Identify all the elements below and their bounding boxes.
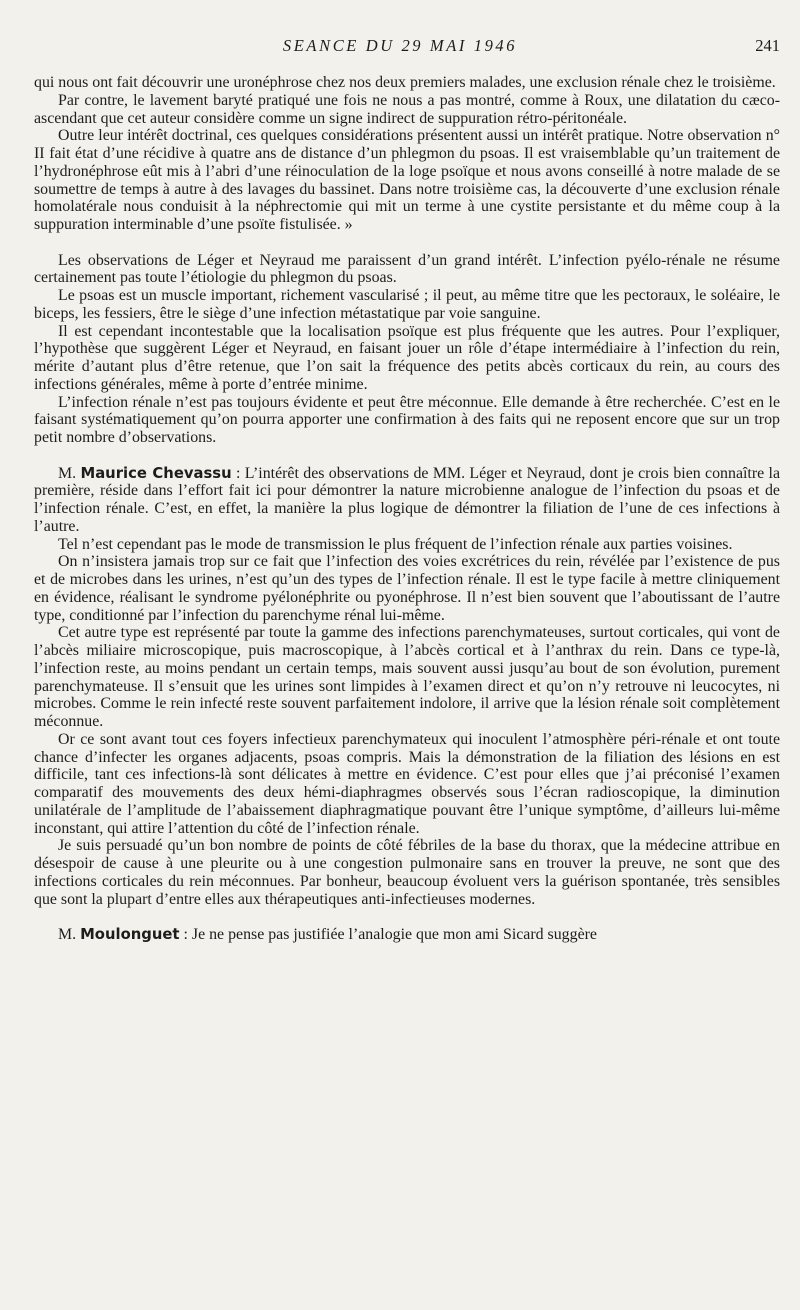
speaker-paragraph-moulonguet <box>34 926 780 944</box>
speaker-text: : L’intérêt des observations de MM. Léger et Neyraud, dont je crois bien connaître la première, réside dans l’effort fait ici pour démontrer la nature microbienne analogue de l’infection du psoas et de l’infection rénale. C’est, en effet, la manière la plus logique de démontrer la filiation de l’une de ces infections à l’autre. <box>34 464 780 535</box>
page-number: 241 <box>755 36 780 55</box>
paragraph: On n’insistera jamais trop sur ce fait que l’infection des voies excrétrices du rein, révélée par l’existence de pus et de microbes dans les urines, n’est qu’un des types de l’infection rénale. Il est le type facile à mettre cliniquement en évidence, réalisant le syndrome pyélonéphrite ou pyonéphrose. Il n’est bien souvent que l’aboutissant de l’autre type, conditionné par l’infection du parenchyme rénal lui-même. <box>34 553 780 624</box>
paragraph: Par contre, le lavement baryté pratiqué une fois ne nous a pas montré, comme à Roux, une dilatation du cæco-ascendant que cet auteur considère comme un signe indirect de suppuration rétro-péritonéale. <box>34 91 780 127</box>
paragraph: Cet autre type est représenté par toute la gamme des infections parenchymateuses, surtout corticales, qui vont de l’abcès miliaire microscopique, puis macroscopique, à l’abcès cortical et à l’anthrax du rein. Dans ce type-là, l’infection reste, au moins pendant un certain temps, mais souvent aussi jusqu’au bout de son évolution, purement parenchymateuse. Il s’ensuit que les urines sont limpides à l’examen direct et qu’on n’y retrouve ni leucocytes, ni microbes. Comme le rein infecté reste souvent parfaitement indolore, il arrive que la lésion rénale soit complètement méconnue. <box>34 624 780 730</box>
paragraph: Les observations de Léger et Neyraud me paraissent d’un grand intérêt. L’infection pyélo-rénale ne résume certainement pas toute l’étiologie du phlegmon du psoas. <box>34 251 780 287</box>
running-title: SEANCE DU 29 MAI 1946 <box>282 36 518 55</box>
paragraph: qui nous ont fait découvrir une uronéphrose chez nos deux premiers malades, une exclusion rénale chez le troisième. <box>34 74 776 91</box>
speaker-prefix: M. <box>58 464 81 482</box>
paragraph: Or ce sont avant tout ces foyers infectieux parenchymateux qui inoculent l’atmosphère péri-rénale et ont toute chance d’infecter les organes adjacents, psoas compris. Mais la démonstration de la filiation des lésions en est difficile, tant ces infections-là sont délicates à mettre en évidence. C’est pour elles que j’ai préconisé l’examen comparatif des mouvements des deux hémi-diaphragmes observés sous l’écran radioscopique, la diminution unilatérale de l’amplitude de l’abaissement diaphragmatique pouvant être l’unique symptôme, d’ailleurs lui-même inconstant, qui attire l’attention du côté de l’infection rénale. <box>34 730 780 837</box>
speaker-text: : Je ne pense pas justifiée l’analogie que mon ami Sicard suggère <box>183 926 597 943</box>
speaker-prefix: M. <box>58 926 81 943</box>
paragraph: Le psoas est un muscle important, richement vascularisé ; il peut, au même titre que les pectoraux, le soléaire, le biceps, les fessiers, être le siège d’une infection métastatique par voie sanguine. <box>34 287 780 322</box>
paragraph: Tel n’est cependant pas le mode de transmission le plus fréquent de l’infection rénale aux parties voisines. <box>58 535 733 553</box>
paragraph: L’infection rénale n’est pas toujours évidente et peut être méconnue. Elle demande à être recherchée. C’est en le faisant systématiquement qu’on pourra apporter une confirmation à des faits qui ne reposent encore que sur un trop petit nombre d’observations. <box>34 393 780 446</box>
speaker-name: Moulonguet <box>80 926 180 943</box>
speaker-paragraph-chevassu <box>34 465 780 536</box>
paragraph: Il est cependant incontestable que la localisation psoïque est plus fréquente que les autres. Pour l’expliquer, l’hypothèse que suggèrent Léger et Neyraud, en faisant jouer un rôle d’étape intermédiaire à l’infection du rein, mérite d’autant plus d’être retenue, que l’on sait la fréquence des petits abcès corticaux du rein, au cours des infections générales, même à porte d’entrée minime. <box>34 322 780 393</box>
speaker-name: Maurice Chevassu <box>80 464 232 482</box>
running-header <box>0 36 800 58</box>
body-text <box>34 74 780 944</box>
paragraph: Outre leur intérêt doctrinal, ces quelques considérations présentent aussi un intérêt pratique. Notre observation n° II fait état d’une récidive à quatre ans de distance d’un phlegmon du psoas. Il est vraisemblable qu’un traitement de l’hydronéphrose eût mis à l’abri d’une réinoculation de la loge psoïque et nous avons conseillé à notre malade de se soumettre de temps à autre à des lavages du bassinet. Dans notre troisième cas, la découverte d’une exclusion rénale homolatérale nous conduisit à la néphrectomie qui mit un terme à une cystite persistante et du même coup à la suppuration interminable d’une psoïte fistulisée. » <box>34 127 780 233</box>
paragraph: Je suis persuadé qu’un bon nombre de points de côté fébriles de la base du thorax, que la médecine attribue en désespoir de cause à une pleurite ou à une congestion pulmonaire sans en trouver la preuve, ne sont que des infections corticales du rein méconnues. Par bonheur, beaucoup évoluent vers la guérison spontanée, très sensibles que sont la plupart d’entre elles aux thérapeutiques anti-infectieuses modernes. <box>34 837 780 908</box>
